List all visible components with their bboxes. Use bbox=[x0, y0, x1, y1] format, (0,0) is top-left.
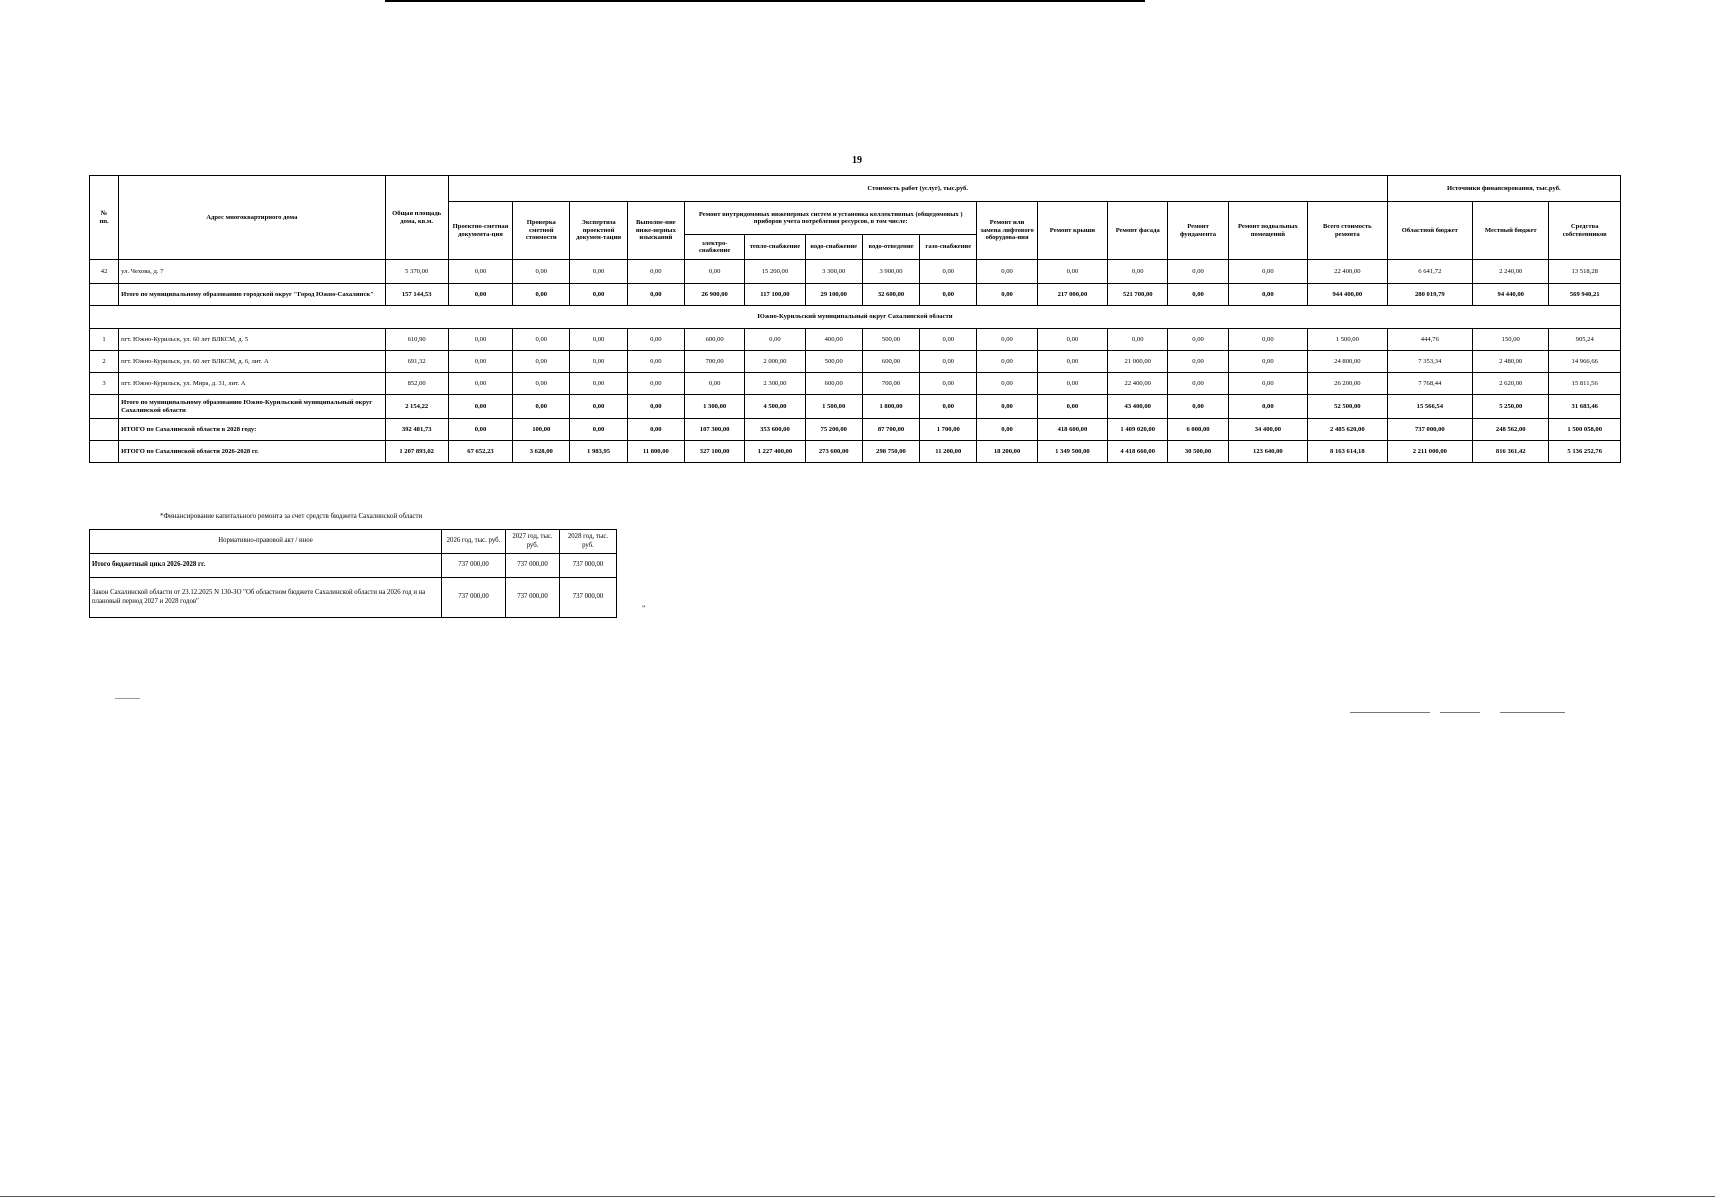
row-value: 737 000,00 bbox=[1387, 419, 1472, 441]
row-value: 0,00 bbox=[977, 419, 1037, 441]
row-value: 2 000,00 bbox=[745, 351, 805, 373]
row-value: 11 800,00 bbox=[627, 441, 684, 463]
row-value: 1 500 058,00 bbox=[1549, 419, 1621, 441]
row-value: 7 768,44 bbox=[1387, 373, 1472, 395]
header-address: Адрес многоквартирного дома bbox=[119, 176, 385, 260]
scan-artifact bbox=[1350, 712, 1430, 713]
row-value: 353 600,00 bbox=[745, 419, 805, 441]
row-value: 500,00 bbox=[862, 329, 919, 351]
row-value: 217 000,00 bbox=[1037, 284, 1107, 306]
row-value: 0,00 bbox=[627, 351, 684, 373]
row-value: 0,00 bbox=[977, 373, 1037, 395]
row-value: 26 900,00 bbox=[684, 284, 744, 306]
section-row bbox=[90, 306, 1621, 329]
row-value: 2 240,00 bbox=[1473, 260, 1549, 284]
row-value: 3 628,00 bbox=[513, 441, 570, 463]
row-value: 0,00 bbox=[513, 351, 570, 373]
row-value: 0,00 bbox=[513, 395, 570, 419]
header-facade: Ремонт фасада bbox=[1108, 202, 1168, 260]
row-value: 0,00 bbox=[627, 260, 684, 284]
row-value: 0,00 bbox=[1037, 395, 1107, 419]
row-value: 6 641,72 bbox=[1387, 260, 1472, 284]
header-surveys: Выполне-ние инже-нерных изысканий bbox=[627, 202, 684, 260]
row-value: 0,00 bbox=[1108, 329, 1168, 351]
row-value: 15 200,00 bbox=[745, 260, 805, 284]
row-value: 280 019,79 bbox=[1387, 284, 1472, 306]
row-value: 600,00 bbox=[862, 351, 919, 373]
row-value: 1 983,95 bbox=[570, 441, 627, 463]
row-value: 0,00 bbox=[627, 329, 684, 351]
row-value: 0,00 bbox=[627, 373, 684, 395]
row-value: 11 200,00 bbox=[920, 441, 977, 463]
closing-quote: " bbox=[642, 604, 646, 613]
budget-act: Итого бюджетный цикл 2026-2028 гг. bbox=[90, 554, 442, 578]
row-address: Итого по муниципальному образованию городской округ "Город Южно-Сахалинск" bbox=[119, 284, 385, 306]
row-value: 0,00 bbox=[448, 351, 512, 373]
row-value: 600,00 bbox=[684, 329, 744, 351]
row-value: 1 349 500,00 bbox=[1037, 441, 1107, 463]
row-value: 0,00 bbox=[1168, 284, 1228, 306]
row-value: 0,00 bbox=[920, 395, 977, 419]
header-drainage: водо-отведение bbox=[862, 235, 919, 260]
row-value: 0,00 bbox=[920, 260, 977, 284]
row-value: 0,00 bbox=[513, 284, 570, 306]
row-value: 0,00 bbox=[570, 395, 627, 419]
budget-header-act: Нормативно-правовой акт / иное bbox=[90, 530, 442, 554]
row-value: 248 562,00 bbox=[1473, 419, 1549, 441]
row-value: 32 600,00 bbox=[862, 284, 919, 306]
header-area: Общая площадь дома, кв.м. bbox=[385, 176, 448, 260]
row-value: 117 100,00 bbox=[745, 284, 805, 306]
row-address: ИТОГО по Сахалинской области 2026-2028 гг. bbox=[119, 441, 385, 463]
row-value: 0,00 bbox=[570, 260, 627, 284]
row-value: 100,00 bbox=[513, 419, 570, 441]
total-row bbox=[90, 419, 1621, 441]
row-value: 400,00 bbox=[805, 329, 862, 351]
row-area: 1 207 893,02 bbox=[385, 441, 448, 463]
row-value: 1 409 020,00 bbox=[1108, 419, 1168, 441]
budget-header-2028: 2028 год, тыс. руб. bbox=[560, 530, 617, 554]
budget-2026: 737 000,00 bbox=[442, 578, 506, 618]
budget-2027: 737 000,00 bbox=[506, 554, 560, 578]
scan-artifact bbox=[1440, 712, 1480, 713]
row-value: 0,00 bbox=[977, 260, 1037, 284]
row-value: 94 440,00 bbox=[1473, 284, 1549, 306]
row-value: 2 485 620,00 bbox=[1308, 419, 1388, 441]
row-value: 107 300,00 bbox=[684, 419, 744, 441]
row-value: 31 683,46 bbox=[1549, 395, 1621, 419]
row-value: 327 100,00 bbox=[684, 441, 744, 463]
row-address: пгт. Южно-Курильск, ул. 60 лет ВЛКСМ, д. 5 bbox=[119, 329, 385, 351]
row-number: 3 bbox=[90, 373, 119, 395]
row-value: 905,24 bbox=[1549, 329, 1621, 351]
row-value: 0,00 bbox=[448, 419, 512, 441]
header-total-cost: Всего стоимость ремонта bbox=[1308, 202, 1388, 260]
row-value: 0,00 bbox=[513, 373, 570, 395]
row-value: 0,00 bbox=[448, 395, 512, 419]
row-value: 2 480,00 bbox=[1473, 351, 1549, 373]
row-address: пгт. Южно-Курильск, ул. Мира, д. 31, лит. А bbox=[119, 373, 385, 395]
header-funding-group: Источники финансирования, тыс.руб. bbox=[1387, 176, 1620, 202]
row-value: 0,00 bbox=[1037, 373, 1107, 395]
row-value: 0,00 bbox=[684, 260, 744, 284]
row-area: 610,90 bbox=[385, 329, 448, 351]
budget-2027: 737 000,00 bbox=[506, 578, 560, 618]
row-value: 5 250,00 bbox=[1473, 395, 1549, 419]
row-value: 944 400,00 bbox=[1308, 284, 1388, 306]
total-row bbox=[90, 284, 1621, 306]
table-row bbox=[90, 373, 1621, 395]
row-value: 700,00 bbox=[684, 351, 744, 373]
row-number bbox=[90, 395, 119, 419]
header-design-docs: Проектно-сметная документа-ция bbox=[448, 202, 512, 260]
total-row bbox=[90, 441, 1621, 463]
row-value: 0,00 bbox=[448, 329, 512, 351]
row-value: 1 227 400,00 bbox=[745, 441, 805, 463]
row-value: 5 136 252,76 bbox=[1549, 441, 1621, 463]
row-value: 0,00 bbox=[745, 329, 805, 351]
row-number bbox=[90, 284, 119, 306]
row-value: 0,00 bbox=[448, 373, 512, 395]
header-foundation: Ремонт фундамента bbox=[1168, 202, 1228, 260]
row-value: 298 750,00 bbox=[862, 441, 919, 463]
table-body bbox=[90, 260, 1621, 463]
header-local: Местный бюджет bbox=[1473, 202, 1549, 260]
header-basement: Ремонт подвальных помещений bbox=[1228, 202, 1307, 260]
table-row bbox=[90, 329, 1621, 351]
row-value: 2 211 000,00 bbox=[1387, 441, 1472, 463]
row-value: 0,00 bbox=[1168, 395, 1228, 419]
row-value: 0,00 bbox=[1168, 329, 1228, 351]
row-value: 150,00 bbox=[1473, 329, 1549, 351]
row-value: 0,00 bbox=[513, 260, 570, 284]
row-value: 0,00 bbox=[1037, 351, 1107, 373]
row-value: 13 518,28 bbox=[1549, 260, 1621, 284]
row-value: 0,00 bbox=[448, 260, 512, 284]
row-value: 21 000,00 bbox=[1108, 351, 1168, 373]
row-area: 157 144,53 bbox=[385, 284, 448, 306]
row-value: 569 940,21 bbox=[1549, 284, 1621, 306]
budget-2026: 737 000,00 bbox=[442, 554, 506, 578]
header-cost-group: Стоимость работ (услуг), тыс.руб. bbox=[448, 176, 1387, 202]
row-area: 852,00 bbox=[385, 373, 448, 395]
header-expertise: Экспертиза проектной докумен-тации bbox=[570, 202, 627, 260]
row-number: 2 bbox=[90, 351, 119, 373]
row-value: 22 400,00 bbox=[1108, 373, 1168, 395]
footnote: *Финансирование капитального ремонта за счет средств бюджета Сахалинской области bbox=[160, 512, 423, 520]
row-value: 0,00 bbox=[627, 395, 684, 419]
row-value: 0,00 bbox=[1037, 329, 1107, 351]
row-value: 0,00 bbox=[684, 373, 744, 395]
row-value: 2 300,00 bbox=[745, 373, 805, 395]
row-value: 0,00 bbox=[1168, 373, 1228, 395]
row-value: 0,00 bbox=[1228, 284, 1307, 306]
row-value: 0,00 bbox=[448, 284, 512, 306]
table-row bbox=[90, 260, 1621, 284]
top-border-line bbox=[385, 0, 1145, 2]
row-value: 14 966,66 bbox=[1549, 351, 1621, 373]
row-value: 0,00 bbox=[570, 373, 627, 395]
row-value: 6 000,00 bbox=[1168, 419, 1228, 441]
scan-artifact bbox=[1500, 712, 1565, 713]
row-value: 521 700,00 bbox=[1108, 284, 1168, 306]
row-value: 0,00 bbox=[570, 284, 627, 306]
row-value: 700,00 bbox=[862, 373, 919, 395]
row-value: 1 700,00 bbox=[920, 419, 977, 441]
row-value: 0,00 bbox=[977, 329, 1037, 351]
row-number: 42 bbox=[90, 260, 119, 284]
row-value: 500,00 bbox=[805, 351, 862, 373]
row-value: 1 300,00 bbox=[684, 395, 744, 419]
budget-2028: 737 000,00 bbox=[560, 554, 617, 578]
header-roof: Ремонт крыши bbox=[1037, 202, 1107, 260]
row-address: Итого по муниципальному образованию Южно-Курильский муниципальный округ Сахалинской области bbox=[119, 395, 385, 419]
row-value: 0,00 bbox=[977, 395, 1037, 419]
row-value: 15 811,56 bbox=[1549, 373, 1621, 395]
row-address: ул. Чехова, д. 7 bbox=[119, 260, 385, 284]
row-value: 1 500,00 bbox=[805, 395, 862, 419]
row-value: 1 800,00 bbox=[862, 395, 919, 419]
row-value: 1 500,00 bbox=[1308, 329, 1388, 351]
row-value: 0,00 bbox=[920, 284, 977, 306]
header-gas: газо-снабжение bbox=[920, 235, 977, 260]
page-number: 19 bbox=[852, 155, 862, 166]
header-heating: тепло-снабжение bbox=[745, 235, 805, 260]
row-value: 24 800,00 bbox=[1308, 351, 1388, 373]
row-value: 0,00 bbox=[1037, 260, 1107, 284]
total-row bbox=[90, 395, 1621, 419]
row-value: 0,00 bbox=[920, 329, 977, 351]
row-value: 816 361,42 bbox=[1473, 441, 1549, 463]
row-value: 0,00 bbox=[627, 419, 684, 441]
row-value: 67 652,23 bbox=[448, 441, 512, 463]
row-value: 7 353,34 bbox=[1387, 351, 1472, 373]
row-value: 43 400,00 bbox=[1108, 395, 1168, 419]
budget-act: Закон Сахалинской области от 23.12.2025 N 130-ЗО "Об областном бюджете Сахалинской области на 2026 год и на плановый период 2027 и 2028 годов" bbox=[90, 578, 442, 618]
row-value: 34 400,00 bbox=[1228, 419, 1307, 441]
capital-repair-table bbox=[89, 175, 1621, 463]
row-value: 0,00 bbox=[920, 351, 977, 373]
row-area: 2 154,22 bbox=[385, 395, 448, 419]
row-area: 392 481,73 bbox=[385, 419, 448, 441]
row-value: 22 400,00 bbox=[1308, 260, 1388, 284]
header-estimate-check: Проверка сметной стоимости bbox=[513, 202, 570, 260]
row-value: 15 566,54 bbox=[1387, 395, 1472, 419]
row-area: 691,32 bbox=[385, 351, 448, 373]
row-value: 0,00 bbox=[1228, 329, 1307, 351]
row-value: 3 900,00 bbox=[862, 260, 919, 284]
row-address: ИТОГО по Сахалинской области в 2028 году: bbox=[119, 419, 385, 441]
row-value: 87 700,00 bbox=[862, 419, 919, 441]
row-value: 418 600,00 bbox=[1037, 419, 1107, 441]
header-num: № пп. bbox=[90, 176, 119, 260]
row-value: 18 200,00 bbox=[977, 441, 1037, 463]
header-electricity: электро-снабжение bbox=[684, 235, 744, 260]
row-value: 0,00 bbox=[920, 373, 977, 395]
row-value: 0,00 bbox=[570, 419, 627, 441]
header-water-supply: водо-снабжение bbox=[805, 235, 862, 260]
row-value: 8 163 614,18 bbox=[1308, 441, 1388, 463]
budget-2028: 737 000,00 bbox=[560, 578, 617, 618]
header-engineering-group: Ремонт внутридомовых инженерных систем и установка коллективных (общедомовых ) приборов учета потребления ресурсов, в том числе: bbox=[684, 202, 976, 235]
row-number bbox=[90, 419, 119, 441]
budget-row bbox=[90, 554, 617, 578]
row-value: 4 500,00 bbox=[745, 395, 805, 419]
budget-source-table bbox=[89, 529, 617, 618]
row-value: 444,76 bbox=[1387, 329, 1472, 351]
scan-artifact bbox=[115, 698, 140, 699]
row-value: 0,00 bbox=[1228, 260, 1307, 284]
row-value: 75 200,00 bbox=[805, 419, 862, 441]
row-value: 4 418 660,00 bbox=[1108, 441, 1168, 463]
budget-header-2027: 2027 год, тыс. руб. bbox=[506, 530, 560, 554]
row-value: 0,00 bbox=[1228, 395, 1307, 419]
row-value: 30 500,00 bbox=[1168, 441, 1228, 463]
header-elevator: Ремонт или замена лифтового оборудова-ния bbox=[977, 202, 1037, 260]
row-value: 0,00 bbox=[1228, 373, 1307, 395]
row-value: 26 200,00 bbox=[1308, 373, 1388, 395]
row-value: 29 100,00 bbox=[805, 284, 862, 306]
row-number: 1 bbox=[90, 329, 119, 351]
row-value: 52 500,00 bbox=[1308, 395, 1388, 419]
row-value: 0,00 bbox=[1168, 260, 1228, 284]
row-value: 0,00 bbox=[513, 329, 570, 351]
row-value: 0,00 bbox=[1108, 260, 1168, 284]
header-owners: Средства собственников bbox=[1549, 202, 1621, 260]
section-title: Южно-Курильский муниципальный округ Сахалинской области bbox=[90, 306, 1621, 329]
row-value: 3 300,00 bbox=[805, 260, 862, 284]
budget-header-2026: 2026 год, тыс. руб. bbox=[442, 530, 506, 554]
row-value: 123 640,00 bbox=[1228, 441, 1307, 463]
row-value: 0,00 bbox=[1228, 351, 1307, 373]
row-value: 2 620,00 bbox=[1473, 373, 1549, 395]
row-value: 0,00 bbox=[977, 351, 1037, 373]
row-number bbox=[90, 441, 119, 463]
table-row bbox=[90, 351, 1621, 373]
row-value: 600,00 bbox=[805, 373, 862, 395]
row-value: 0,00 bbox=[570, 351, 627, 373]
row-value: 273 600,00 bbox=[805, 441, 862, 463]
row-address: пгт. Южно-Курильск, ул. 60 лет ВЛКСМ, д. 6, лит. А bbox=[119, 351, 385, 373]
header-regional: Областной бюджет bbox=[1387, 202, 1472, 260]
bottom-border-line bbox=[0, 1196, 1715, 1197]
row-value: 0,00 bbox=[570, 329, 627, 351]
row-area: 5 370,00 bbox=[385, 260, 448, 284]
row-value: 0,00 bbox=[627, 284, 684, 306]
row-value: 0,00 bbox=[977, 284, 1037, 306]
row-value: 0,00 bbox=[1168, 351, 1228, 373]
budget-row bbox=[90, 578, 617, 618]
budget-table-body bbox=[90, 554, 617, 618]
